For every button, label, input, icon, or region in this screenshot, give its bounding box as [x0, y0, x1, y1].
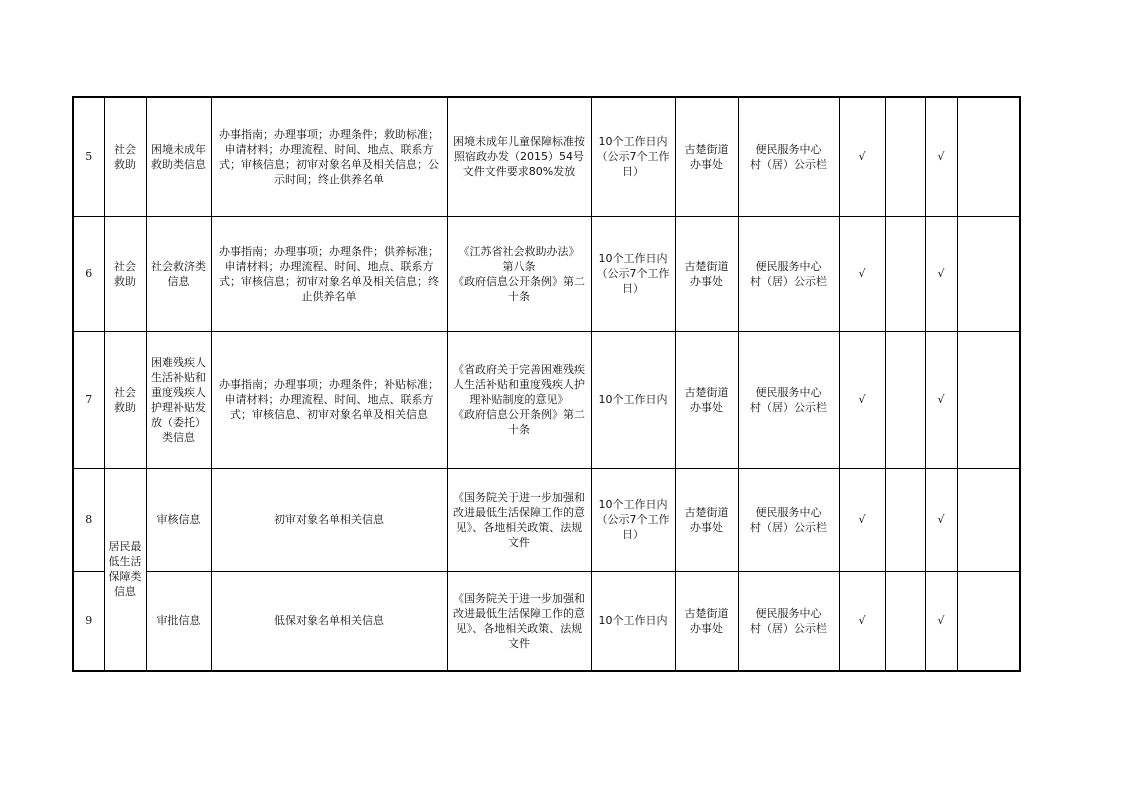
table-row [73, 97, 1020, 216]
disclosure-table [72, 96, 1021, 672]
empty-cell [885, 216, 925, 331]
period-cell: 10个工作日内（公示7个工作日） [591, 216, 675, 331]
item-name-cell: 困境未成年 救助类信息 [146, 97, 211, 216]
table-row [73, 571, 1020, 671]
table-row [73, 331, 1020, 468]
check-mark: √ [925, 468, 957, 571]
category-cell: 社会 救助 [104, 216, 146, 331]
check-mark: √ [839, 468, 885, 571]
check-mark: √ [925, 97, 957, 216]
basis-cell: 《江苏省社会救助办法》 第八条 《政府信息公开条例》第二十条 [447, 216, 591, 331]
basis-cell: 《省政府关于完善困难残疾人生活补贴和重度残疾人护理补贴制度的意见》 《政府信息公开条例》第二十条 [447, 331, 591, 468]
row-number: 7 [73, 331, 104, 468]
check-mark: √ [839, 571, 885, 671]
check-mark: √ [839, 97, 885, 216]
content-cell: 办事指南；办理事项；办理条件；供养标准；申请材料；办理流程、时间、地点、联系方式；审核信息；初审对象名单及相关信息；终止供养名单 [211, 216, 447, 331]
empty-cell [957, 468, 1020, 571]
empty-cell [957, 571, 1020, 671]
row-number: 5 [73, 97, 104, 216]
check-mark: √ [839, 331, 885, 468]
channel-cell: 便民服务中心 村（居）公示栏 [738, 97, 839, 216]
empty-cell [885, 331, 925, 468]
channel-cell: 便民服务中心 村（居）公示栏 [738, 331, 839, 468]
subject-cell: 古楚街道 办事处 [675, 331, 738, 468]
subject-cell: 古楚街道 办事处 [675, 216, 738, 331]
channel-cell: 便民服务中心 村（居）公示栏 [738, 571, 839, 671]
content-cell: 初审对象名单相关信息 [211, 468, 447, 571]
item-name-cell: 审核信息 [146, 468, 211, 571]
period-cell: 10个工作日内 [591, 331, 675, 468]
table-row [73, 468, 1020, 571]
check-mark: √ [925, 216, 957, 331]
subject-cell: 古楚街道 办事处 [675, 97, 738, 216]
item-name-cell: 社会救济类 信息 [146, 216, 211, 331]
basis-cell: 《国务院关于进一步加强和改进最低生活保障工作的意见》、各地相关政策、法规文件 [447, 468, 591, 571]
basis-cell: 《国务院关于进一步加强和改进最低生活保障工作的意见》、各地相关政策、法规文件 [447, 571, 591, 671]
subject-cell: 古楚街道 办事处 [675, 571, 738, 671]
empty-cell [957, 97, 1020, 216]
check-mark: √ [839, 216, 885, 331]
subject-cell: 古楚街道 办事处 [675, 468, 738, 571]
check-mark: √ [925, 571, 957, 671]
content-cell: 办事指南；办理事项；办理条件；救助标准；申请材料；办理流程、时间、地点、联系方式；审核信息；初审对象名单及相关信息；公示时间；终止供养名单 [211, 97, 447, 216]
period-cell: 10个工作日内（公示7个工作日） [591, 97, 675, 216]
content-cell: 低保对象名单相关信息 [211, 571, 447, 671]
channel-cell: 便民服务中心 村（居）公示栏 [738, 216, 839, 331]
check-mark: √ [925, 331, 957, 468]
category-cell: 居民最 低生活 保障类 信息 [104, 468, 146, 671]
row-number: 9 [73, 571, 104, 671]
table-row [73, 216, 1020, 331]
row-number: 6 [73, 216, 104, 331]
period-cell: 10个工作日内（公示7个工作日） [591, 468, 675, 571]
row-number: 8 [73, 468, 104, 571]
item-name-cell: 困难残疾人 生活补贴和 重度残疾人 护理补贴发 放（委托） 类信息 [146, 331, 211, 468]
item-name-cell: 审批信息 [146, 571, 211, 671]
empty-cell [885, 571, 925, 671]
basis-cell: 困境未成年儿童保障标准按照宿政办发（2015）54号文件文件要求80%发放 [447, 97, 591, 216]
empty-cell [957, 216, 1020, 331]
empty-cell [885, 468, 925, 571]
channel-cell: 便民服务中心 村（居）公示栏 [738, 468, 839, 571]
content-cell: 办事指南；办理事项；办理条件；补贴标准；申请材料；办理流程、时间、地点、联系方式；审核信息、初审对象名单及相关信息 [211, 331, 447, 468]
category-cell: 社会 救助 [104, 331, 146, 468]
empty-cell [885, 97, 925, 216]
period-cell: 10个工作日内 [591, 571, 675, 671]
empty-cell [957, 331, 1020, 468]
category-cell: 社会 救助 [104, 97, 146, 216]
